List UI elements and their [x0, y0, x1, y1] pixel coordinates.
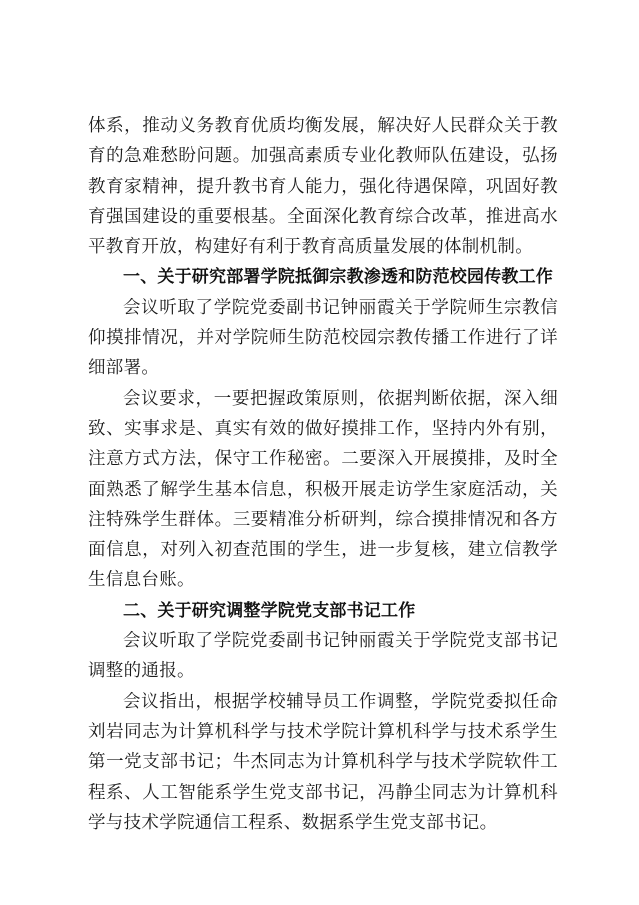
- section-1-paragraph-2: 会议要求，一要把握政策原则，依据判断依据，深入细致、实事求是、真实有效的做好摸排工作，坚持内外有别，注意方式方法，保守工作秘密。二要深入开展摸排，及时全面熟悉了解学生基本信息，积极开展走访学生家庭活动，关注特殊学生群体。三要精准分析研判，综合摸排情况和各方面信息，对列入初查范围的学生，进一步复核，建立信教学生信息台账。: [88, 388, 558, 591]
- document-body: [88, 111, 558, 838]
- section-2-paragraph-1: 会议听取了学院党委副书记钟丽霞关于学院党支部书记调整的通报。: [88, 631, 558, 682]
- section-2-heading: 二、关于研究调整学院党支部书记工作: [123, 600, 416, 621]
- section-2-paragraph-2: 会议指出，根据学校辅导员工作调整，学院党委拟任命刘岩同志为计算机科学与技术学院计算机科学与技术系学生第一党支部书记；牛杰同志为计算机科学与技术学院软件工程系、人工智能系学生党支部书记，冯静尘同志为计算机科学与技术学院通信工程系、数据系学生党支部书记。: [88, 691, 558, 833]
- section-1-paragraph-1: 会议听取了学院党委副书记钟丽霞关于学院师生宗教信仰摸排情况，并对学院师生防范校园宗教传播工作进行了详细部署。: [88, 297, 558, 379]
- intro-paragraph: 体系，推动义务教育优质均衡发展，解决好人民群众关于教育的急难愁盼问题。加强高素质专业化教师队伍建设，弘扬教育家精神，提升教书育人能力，强化待遇保障，巩固好教育强国建设的重要根基。全面深化教育综合改革，推进高水平教育开放，构建好有利于教育高质量发展的体制机制。: [88, 116, 558, 258]
- section-1-heading: 一、关于研究部署学院抵御宗教渗透和防范校园传教工作: [123, 267, 553, 288]
